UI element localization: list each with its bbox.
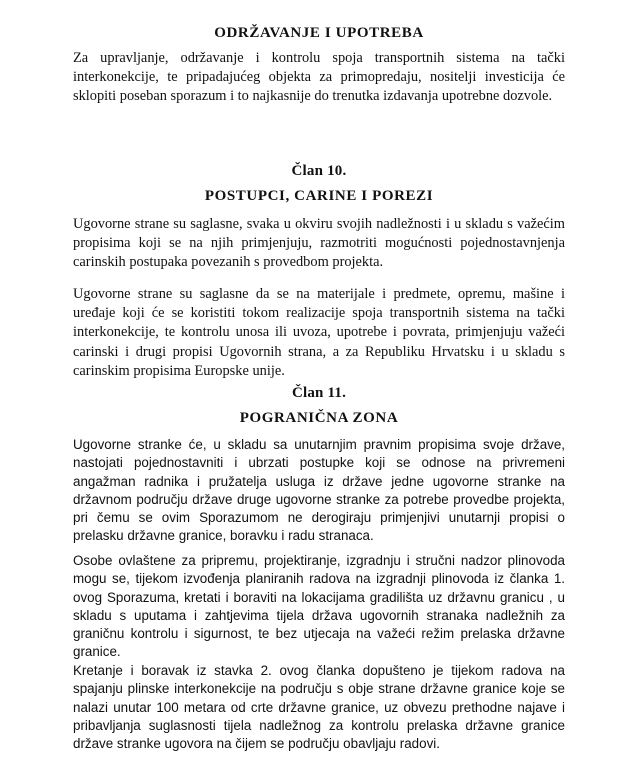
paragraph-border-zone-3: Kretanje i boravak iz stavka 2. ovog članka dopušteno je tijekom radova na spajanju plinske interkonekcije na području s obje strane državne granice koje se nalazi unutar 100 metara od crte državne granice, uz obvezu prethodne najave i pribavljanja suglasnosti tijela nadležnog za kontrolu prelaska državne granice države stranke ugovora na čijem se području obavljaju radovi. <box>73 663 565 752</box>
paragraph-customs-2: Ugovorne strane su saglasne da se na materijale i predmete, opremu, mašine i uređaje koji će se koristiti tokom realizacije spoja transportnih sistema na tački interkonekcije, te kontrolu unosa ili uvoza, upotrebe i povrata, primjenjuju važeći carinski i drugi propisi Ugovornih strana, a za Republiku Hrvatsku i u skladu s carinskim propisima Europske unije. <box>73 286 565 379</box>
paragraph-border-zone-2: Osobe ovlaštene za pripremu, projektiranje, izgradnju i stručni nadzor plinovoda mogu se, tijekom izvođenja planiranih radova na izgradnji plinovoda iz članka 1. ovog Sporazuma, kretati i boraviti na lokacijama gradilišta uz državnu granicu , u skladu s uputama i zahtjevima tijela država ugovornih stranaka nadležnih za graničnu kontrolu i sigurnost, te bez utjecaja na važeći režim prelaska državne granice. <box>73 553 565 660</box>
paragraph-border-zone-1: Ugovorne stranke će, u skladu sa unutarnjim pravnim propisima svoje države, nastojati pojednostavniti i ubrzati postupke koji se odnose na privremeni angažman radnika i pružatelja usluga iz države jedne ugovorne stranke na državnom području države druge ugovorne stranke za potrebe provedbe projekta, pri čemu se ovim Sporazumom ne derogiraju primjenjivi unutarnji propisi o prelasku državne granice, boravku i radu stranaca. <box>73 437 565 544</box>
paragraph-maintenance: Za upravljanje, održavanje i kontrolu spoja transportnih sistema na tački interkonekcije, te pripadajućeg objekta za primopredaju, nositelji investicija će sklopiti poseban sporazum i to najkasnije do trenutka izdavanja upotrebne dozvole. <box>73 50 565 105</box>
paragraph-customs-1: Ugovorne strane su saglasne, svaka u okviru svojih nadležnosti i u skladu s važećim propisima koji se na njih primjenjuju, razmotriti mogućnosti pojednostavnjenja carinskih postupaka povezanih s provedbom projekta. <box>73 216 565 271</box>
article-number-10: Član 10. <box>291 163 347 179</box>
section-heading-customs: POSTUPCI, CARINE I POREZI <box>204 188 434 204</box>
article-number-11: Član 11. <box>291 385 347 401</box>
section-heading-border-zone: POGRANIČNA ZONA <box>239 410 399 426</box>
section-heading-maintenance: ODRŽAVANJE I UPOTREBA <box>214 25 424 41</box>
